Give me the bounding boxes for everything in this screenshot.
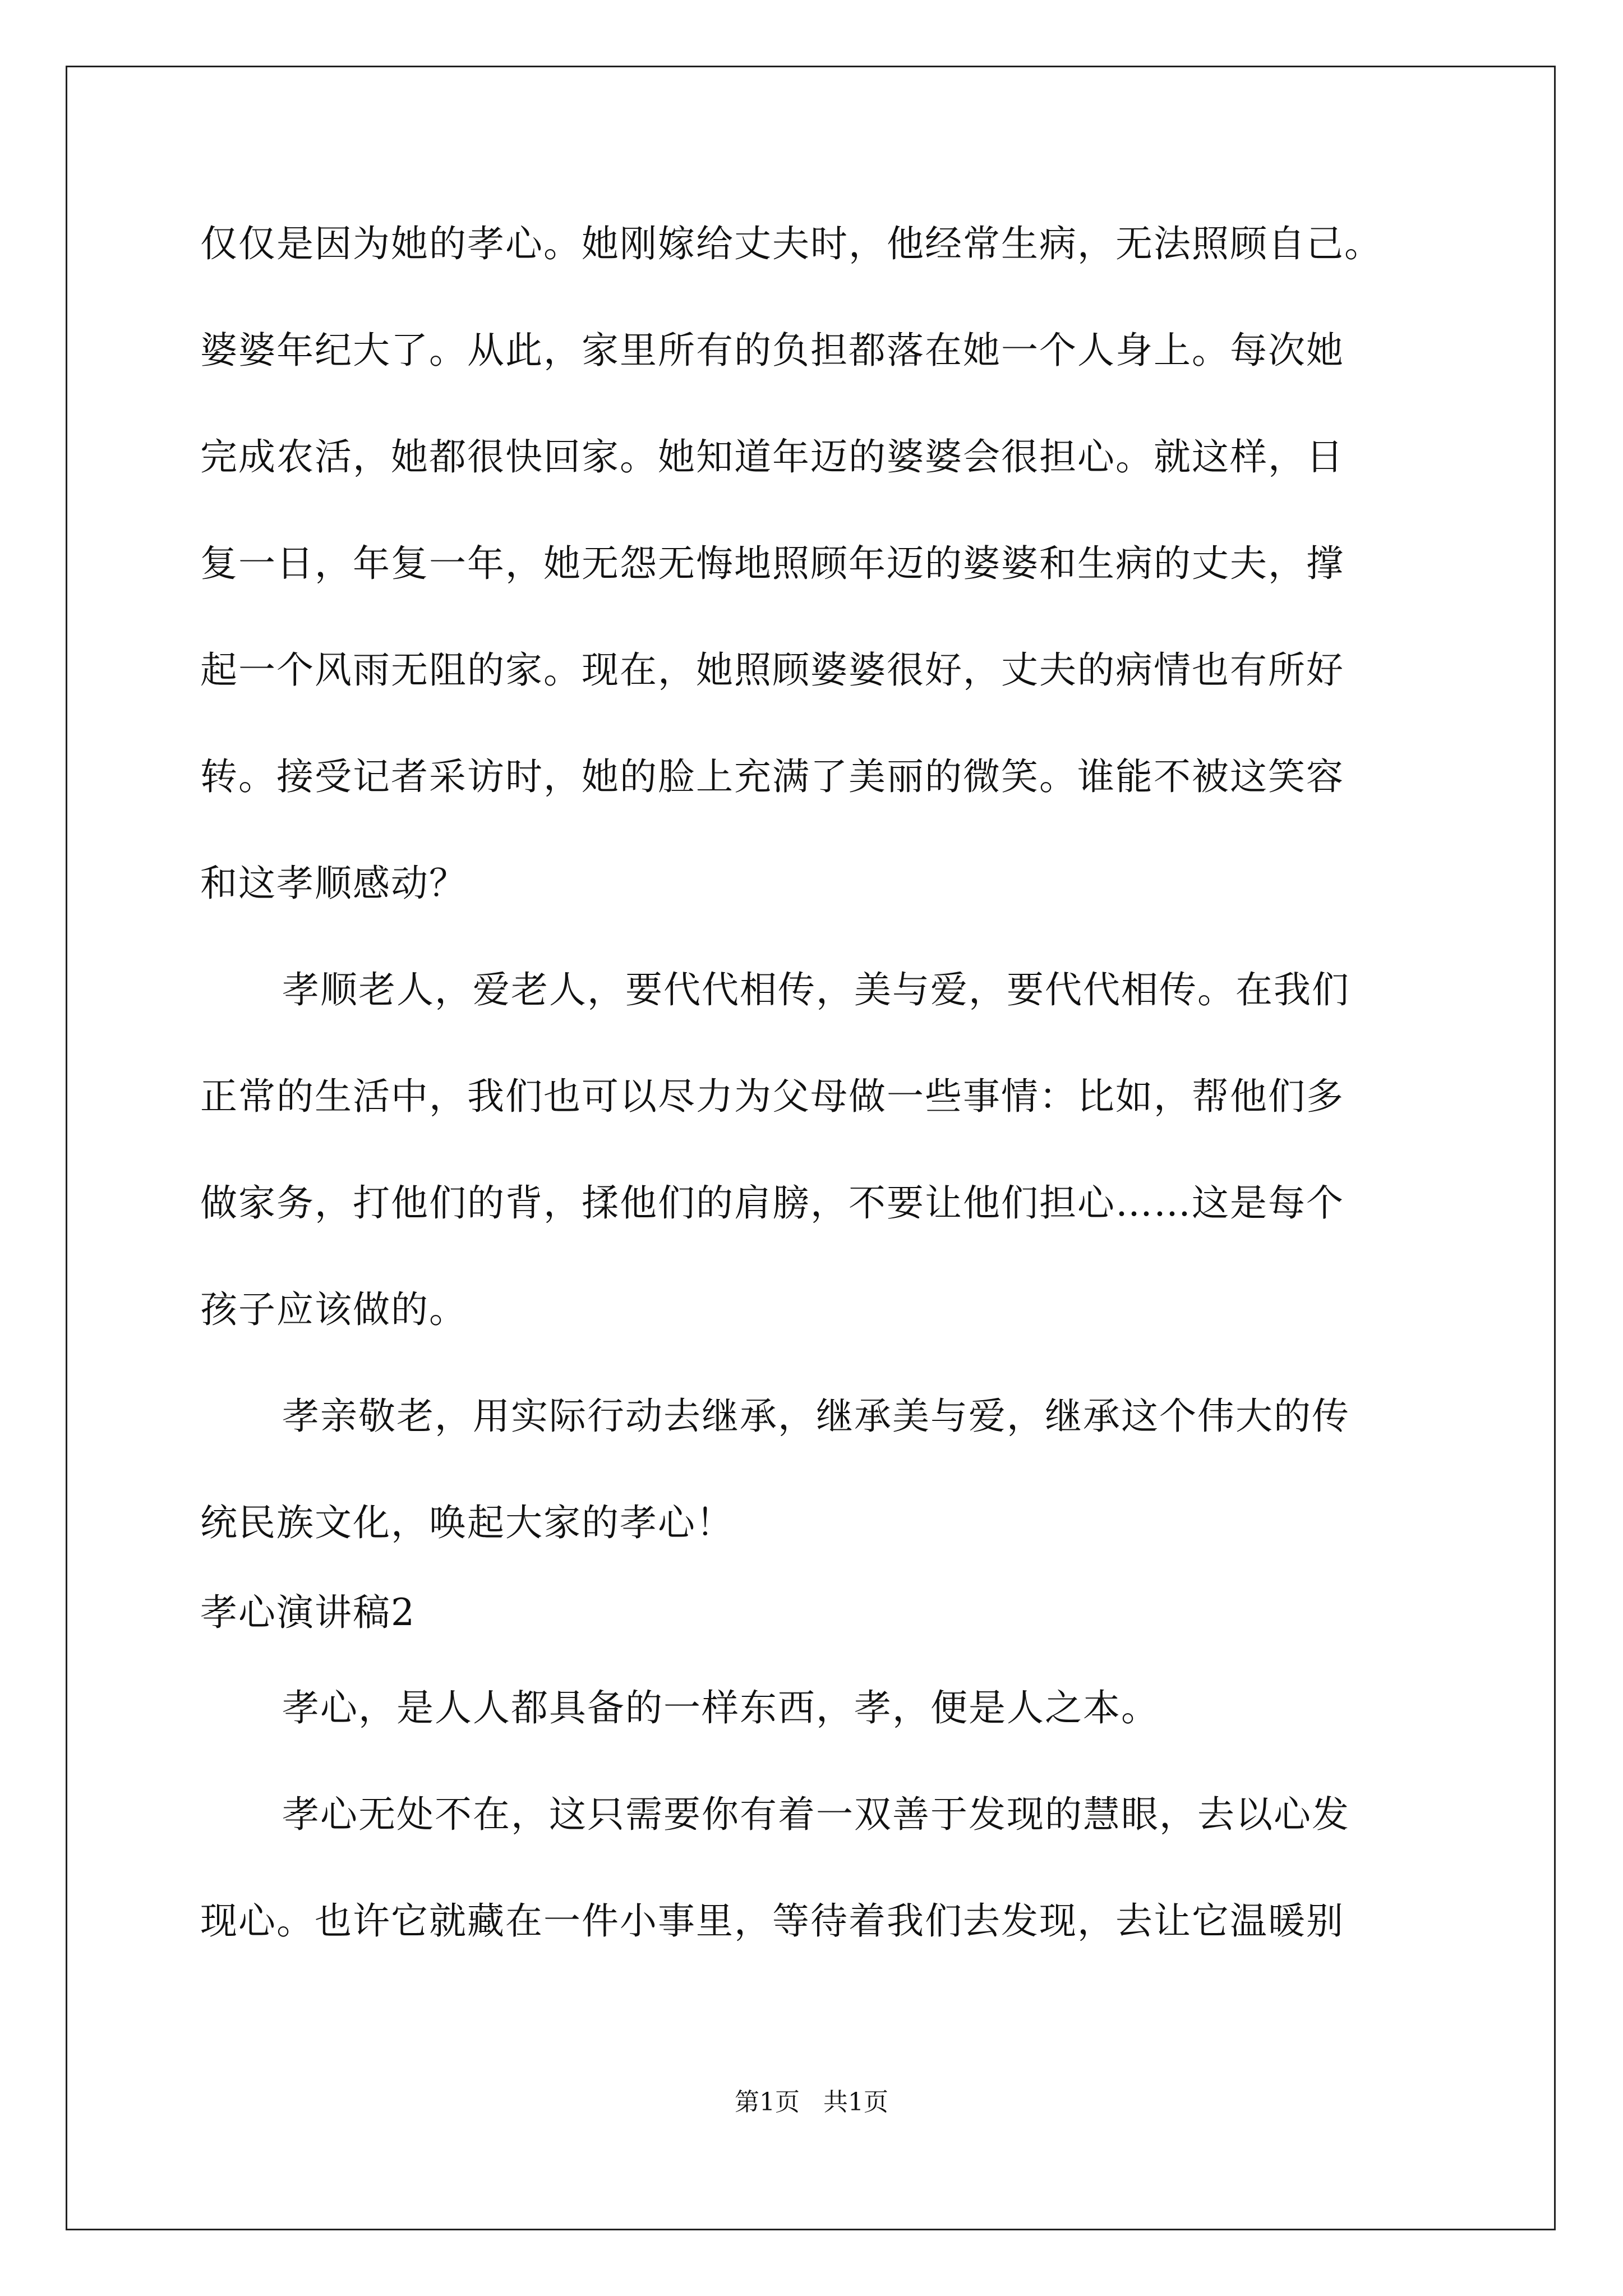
text-line-11: 孩子应该做的。 [200, 1288, 467, 1331]
text-line-1: 仅仅是因为她的孝心。她刚嫁给丈夫时，他经常生病，无法照顾自己。 [200, 222, 1382, 265]
text-line-5: 起一个风雨无阻的家。现在，她照顾婆婆很好，丈夫的病情也有所好 [200, 648, 1344, 692]
text-line-3: 完成农活，她都很快回家。她知道年迈的婆婆会很担心。就这样，日 [200, 435, 1344, 478]
text-line-16: 孝心无处不在，这只需要你有着一双善于发现的慧眼，去以心发 [282, 1793, 1350, 1836]
text-line-9: 正常的生活中，我们也可以尽力为父母做一些事情：比如，帮他们多 [200, 1075, 1344, 1118]
text-line-13: 统民族文化，唤起大家的孝心！ [200, 1501, 734, 1544]
text-line-2: 婆婆年纪大了。从此，家里所有的负担都落在她一个人身上。每次她 [200, 329, 1344, 372]
section-title: 孝心演讲稿2 [200, 1591, 416, 1634]
text-line-17: 现心。也许它就藏在一件小事里，等待着我们去发现，去让它温暖别 [200, 1899, 1344, 1943]
text-line-10: 做家务，打他们的背，揉他们的肩膀，不要让他们担心……这是每个 [200, 1181, 1344, 1225]
page-footer: 第1页 共1页 [735, 2088, 888, 2116]
text-line-7: 和这孝顺感动？ [200, 862, 467, 905]
text-line-15: 孝心，是人人都具备的一样东西，孝，便是人之本。 [282, 1686, 1159, 1729]
text-line-12: 孝亲敬老，用实际行动去继承，继承美与爱，继承这个伟大的传 [282, 1395, 1350, 1438]
text-line-6: 转。接受记者采访时，她的脸上充满了美丽的微笑。谁能不被这笑容 [200, 755, 1344, 798]
text-line-4: 复一日，年复一年，她无怨无悔地照顾年迈的婆婆和生病的丈夫，撑 [200, 542, 1344, 585]
text-line-8: 孝顺老人，爱老人，要代代相传，美与爱，要代代相传。在我们 [282, 968, 1350, 1011]
